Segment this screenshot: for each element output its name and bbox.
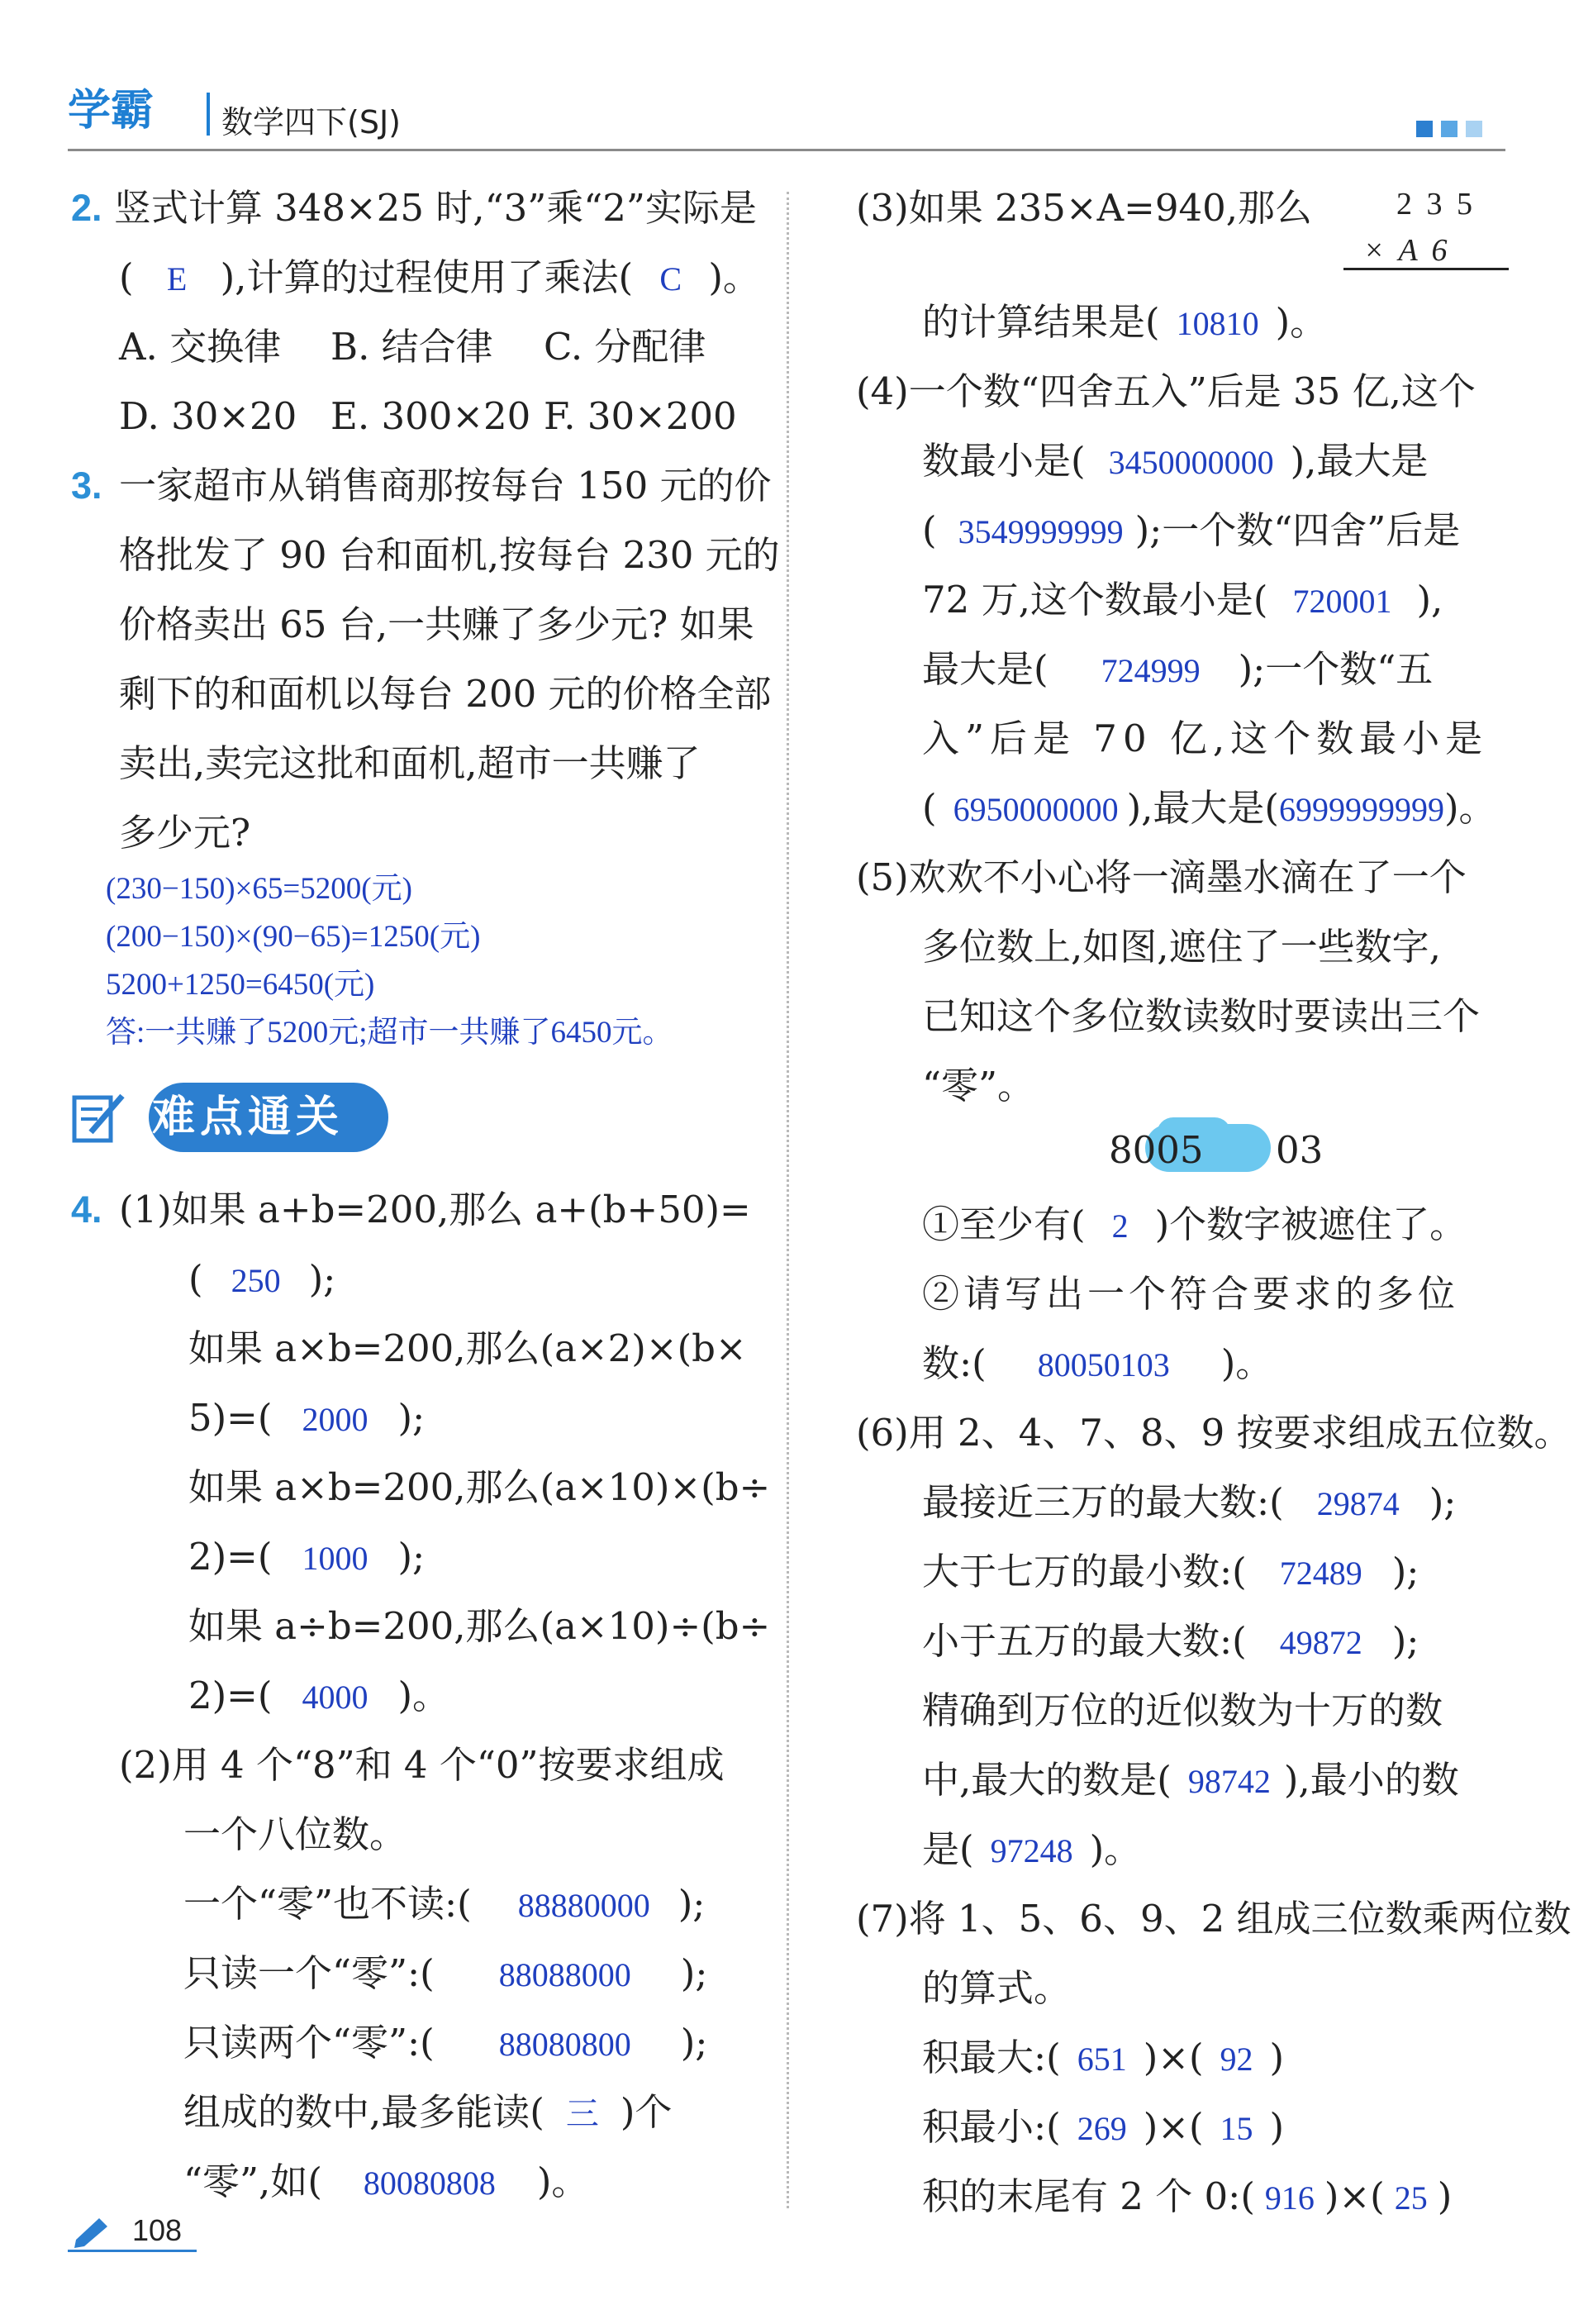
section-banner: 难点通关 bbox=[152, 1093, 345, 1142]
mult-bottom-row: × A 6 bbox=[1363, 233, 1451, 268]
answer: 4000 bbox=[302, 1679, 369, 1716]
p7-line1: (7)将 1、5、6、9、2 组成三位数乘两位数 bbox=[856, 1897, 1572, 1941]
q2-number: 2. bbox=[71, 187, 102, 229]
p7-zero: 积的末尾有 2 个 0:( 916 )×( 25 ) bbox=[922, 2174, 1453, 2218]
mult-rule bbox=[1343, 268, 1509, 270]
p6-line3: 大于七万的最小数:( 72489 ); bbox=[922, 1550, 1419, 1593]
answer: 3450000000 bbox=[1108, 444, 1274, 481]
answer: 1000 bbox=[302, 1540, 369, 1577]
answer: 97248 bbox=[990, 1832, 1073, 1869]
answer: 2 bbox=[1111, 1207, 1129, 1245]
pencil-icon bbox=[71, 2215, 112, 2248]
q4-p1-line6: 2)=( 1000 ); bbox=[188, 1535, 426, 1579]
answer: 6999999999 bbox=[1278, 791, 1444, 828]
q3-text-line: 价格卖出 65 台,一共赚了多少元? 如果 bbox=[119, 602, 754, 646]
q4-p2-line7: “零”,如( 80080808 )。 bbox=[183, 2160, 589, 2203]
q3-text-line: 一家超市从销售商那按每台 150 元的价 bbox=[119, 464, 772, 507]
q2-option-b: B. 结合律 bbox=[330, 325, 493, 369]
answer: 916 bbox=[1264, 2179, 1315, 2217]
p4-line4: 72 万,这个数最小是( 720001 ), bbox=[922, 578, 1443, 621]
q2-line1: 2. 竖式计算 348×25 时,“3”乘“2”实际是 bbox=[71, 186, 757, 230]
answer: 49872 bbox=[1279, 1624, 1362, 1661]
answer: 6950000000 bbox=[953, 791, 1119, 828]
p4-line1: (4)一个数“四舍五入”后是 35 亿,这个 bbox=[856, 369, 1476, 413]
answer: 25 bbox=[1394, 2179, 1428, 2217]
p5-sub3: 数:( 80050103 )。 bbox=[922, 1341, 1273, 1385]
q2-option-f: F. 30×200 bbox=[544, 394, 737, 438]
answer: 92 bbox=[1220, 2041, 1253, 2078]
answer: 72489 bbox=[1279, 1555, 1362, 1592]
logo-separator bbox=[207, 93, 210, 136]
p6-line5: 精确到万位的近似数为十万的数 bbox=[922, 1688, 1443, 1732]
q4-p2-line6: 组成的数中,最多能读( 三 )个 bbox=[183, 2090, 673, 2134]
answer: 80080808 bbox=[363, 2164, 496, 2202]
q4-p1-line7: 如果 a÷b=200,那么(a×10)÷(b÷ bbox=[188, 1604, 771, 1648]
q3-text-line: 格批发了 90 台和面机,按每台 230 元的 bbox=[119, 533, 780, 577]
p5-sub2: ②请写出一个符合要求的多位 bbox=[922, 1272, 1460, 1316]
answer: 80050103 bbox=[1037, 1346, 1170, 1383]
brand-logo: 学霸 bbox=[68, 86, 155, 136]
p4-line7: ( 6950000000 ),最大是(6999999999)。 bbox=[922, 786, 1496, 830]
column-divider bbox=[787, 192, 789, 2208]
q4-p2-line2: 一个八位数。 bbox=[183, 1812, 407, 1856]
answer: 724999 bbox=[1101, 652, 1201, 689]
footer-rule bbox=[68, 2250, 197, 2252]
q3-solution-line: 5200+1250=6450(元) bbox=[106, 968, 375, 1002]
q4-p1-line3: 如果 a×b=200,那么(a×2)×(b× bbox=[188, 1326, 747, 1370]
answer: 29874 bbox=[1316, 1485, 1400, 1522]
q4-p1-line8: 2)=( 4000 )。 bbox=[188, 1674, 450, 1717]
pencil-note-icon bbox=[71, 1089, 127, 1145]
q2-option-d: D. 30×20 bbox=[119, 394, 297, 438]
answer: 720001 bbox=[1292, 583, 1392, 620]
q3-text-line: 卖出,卖完这批和面机,超市一共赚了 bbox=[119, 741, 701, 785]
q3-solution-line: 答:一共赚了5200元;超市一共赚了6450元。 bbox=[106, 1016, 673, 1050]
q3-text-line: 多少元? bbox=[119, 811, 251, 855]
p7-line2: 的算式。 bbox=[922, 1966, 1072, 2010]
p5-line1: (5)欢欢不小心将一滴墨水滴在了一个 bbox=[856, 855, 1467, 899]
p7-max: 积最大:( 651 )×( 92 ) bbox=[922, 2036, 1285, 2079]
header-square-icon bbox=[1416, 121, 1433, 137]
answer: 10810 bbox=[1176, 305, 1259, 342]
p3-line1: (3)如果 235×A=940,那么 bbox=[856, 186, 1313, 230]
p6-line2: 最接近三万的最大数:( 29874 ); bbox=[922, 1480, 1457, 1524]
header-square-icon bbox=[1441, 121, 1457, 137]
p7-min: 积最小:( 269 )×( 15 ) bbox=[922, 2105, 1285, 2149]
q4-p2-line1: (2)用 4 个“8”和 4 个“0”按要求组成 bbox=[119, 1743, 725, 1787]
answer: 98742 bbox=[1187, 1763, 1271, 1800]
p6-line4: 小于五万的最大数:( 49872 ); bbox=[922, 1619, 1419, 1663]
book-title: 数学四下(SJ) bbox=[221, 104, 401, 140]
answer: 2000 bbox=[302, 1401, 369, 1438]
q4-p1-line5: 如果 a×b=200,那么(a×10)×(b÷ bbox=[188, 1465, 771, 1509]
q3-solution-line: (200−150)×(90−65)=1250(元) bbox=[106, 920, 481, 954]
p5-sub1: ①至少有( 2 )个数字被遮住了。 bbox=[922, 1202, 1467, 1246]
p4-line5: 最大是( 724999 );一个数“五 bbox=[922, 647, 1434, 691]
figure-number-right: 03 bbox=[1276, 1128, 1324, 1172]
answer: 3549999999 bbox=[958, 513, 1124, 550]
header-rule bbox=[68, 149, 1505, 151]
q4-p1-line2: ( 250 ); bbox=[188, 1257, 336, 1301]
answer: 269 bbox=[1077, 2110, 1127, 2147]
page-number: 108 bbox=[132, 2213, 183, 2247]
q4-number: 4. bbox=[71, 1188, 102, 1231]
p4-line3: ( 3549999999 );一个数“四舍”后是 bbox=[922, 508, 1461, 552]
q2-line2: ( E ),计算的过程使用了乘法( C )。 bbox=[119, 255, 760, 299]
mult-top-row: 2 3 5 bbox=[1396, 187, 1476, 221]
q4-p2-line3: 一个“零”也不读:( 88880000 ); bbox=[183, 1882, 706, 1926]
p5-line4: “零”。 bbox=[922, 1064, 1035, 1107]
answer: 15 bbox=[1220, 2110, 1253, 2147]
p4-line2: 数最小是( 3450000000 ),最大是 bbox=[922, 439, 1429, 483]
p5-line3: 已知这个多位数读数时要读出三个 bbox=[922, 994, 1481, 1038]
q4-p1-line1: (1)如果 a+b=200,那么 a+(b+50)= bbox=[119, 1188, 751, 1231]
p6-line6: 中,最大的数是( 98742 ),最小的数 bbox=[922, 1758, 1459, 1802]
figure-number-left: 8005 bbox=[1109, 1128, 1204, 1172]
q3-solution-line: (230−150)×65=5200(元) bbox=[106, 872, 412, 906]
answer: 88088000 bbox=[498, 1956, 631, 1993]
header-square-icon bbox=[1466, 121, 1482, 137]
answer: C bbox=[659, 260, 682, 298]
answer: 250 bbox=[231, 1262, 281, 1299]
answer: 88880000 bbox=[517, 1887, 650, 1924]
answer: E bbox=[166, 260, 188, 298]
p6-line1: (6)用 2、4、7、8、9 按要求组成五位数。 bbox=[856, 1411, 1572, 1455]
p3-line2: 的计算结果是( 10810 )。 bbox=[922, 300, 1328, 344]
answer: 88080800 bbox=[498, 2026, 631, 2063]
p5-line2: 多位数上,如图,遮住了一些数字, bbox=[922, 925, 1441, 969]
q4-p2-line5: 只读两个“零”:( 88080800 ); bbox=[183, 2021, 708, 2064]
q2-option-c: C. 分配律 bbox=[544, 325, 706, 369]
answer: 三 bbox=[565, 2095, 599, 2132]
answer: 651 bbox=[1077, 2041, 1127, 2078]
q2-option-e: E. 300×20 bbox=[330, 394, 531, 438]
q4-p2-line4: 只读一个“零”:( 88088000 ); bbox=[183, 1951, 708, 1995]
p4-line6: 入”后是 70 亿,这个数最小是 bbox=[922, 717, 1489, 760]
q2-option-a: A. 交换律 bbox=[119, 325, 282, 369]
q3-number: 3. bbox=[71, 464, 102, 507]
q4-p1-line4: 5)=( 2000 ); bbox=[188, 1396, 426, 1440]
q3-text-line: 剩下的和面机以每台 200 元的价格全部 bbox=[119, 672, 772, 716]
p6-line7: 是( 97248 )。 bbox=[922, 1827, 1142, 1871]
